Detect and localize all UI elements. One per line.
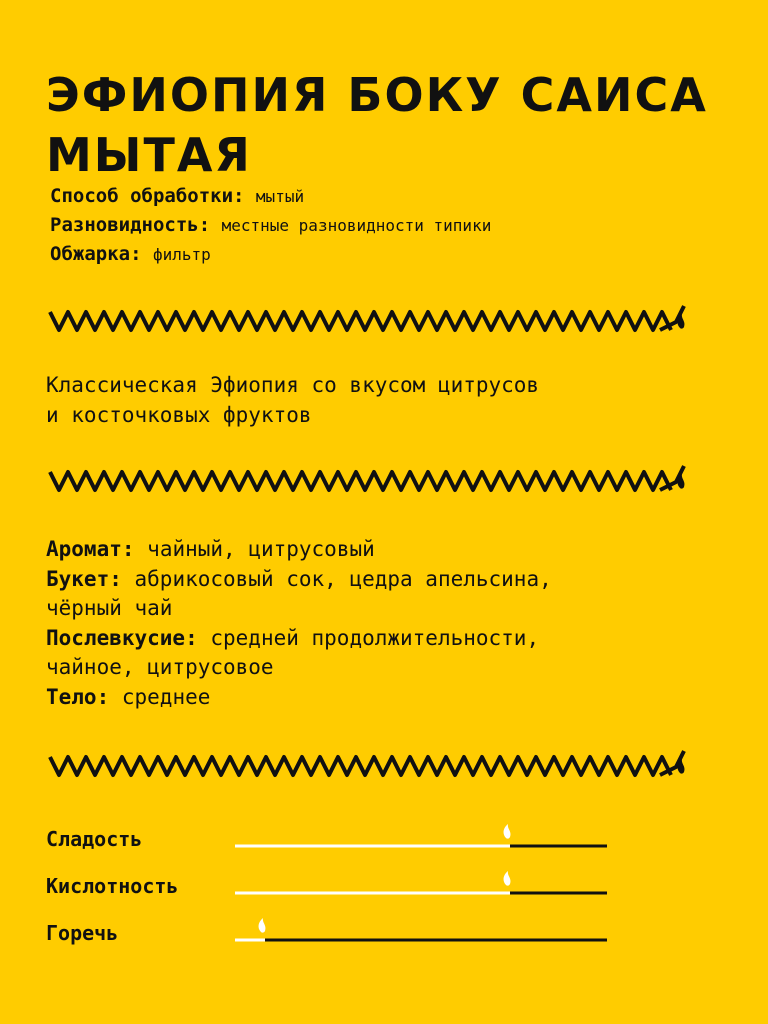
coffee-properties [50, 182, 491, 269]
page-title: ЭФИОПИЯ БОКУ САИСА МЫТАЯ [46, 67, 708, 182]
tasting-notes [46, 535, 706, 712]
acidity-scale [235, 865, 615, 895]
flame-icon [259, 918, 266, 933]
bitterness-scale [235, 912, 615, 942]
zigzag-divider-2 [48, 460, 698, 500]
zigzag-divider-3 [48, 745, 698, 785]
bouquet-row-cont: чёрный чай [46, 596, 173, 620]
bitterness-label: Горечь [46, 921, 119, 945]
flame-icon [504, 871, 511, 886]
aftertaste-row: Послевкусие: средней продолжительности, [46, 625, 540, 650]
roast-row: Обжарка: фильтр [50, 243, 211, 265]
aroma-row: Аромат: чайный, цитрусовый [46, 537, 375, 561]
body-row: Тело: среднее [46, 684, 211, 709]
acidity-label: Кислотность [46, 874, 179, 898]
zigzag-divider-1 [48, 300, 698, 340]
sweetness-label: Сладость [46, 827, 143, 851]
process-row: Способ обработки: мытый [50, 185, 305, 207]
sweetness-scale [235, 818, 615, 848]
variety-row: Разновидность: местные разновидности типики [50, 214, 492, 236]
aftertaste-row-cont: чайное, цитрусовое [46, 655, 274, 679]
flame-icon [504, 824, 511, 839]
description: Классическая Эфиопия со вкусом цитрусов и косточковых фруктов [46, 373, 540, 427]
bouquet-row: Букет: абрикосовый сок, цедра апельсина, [46, 566, 552, 591]
